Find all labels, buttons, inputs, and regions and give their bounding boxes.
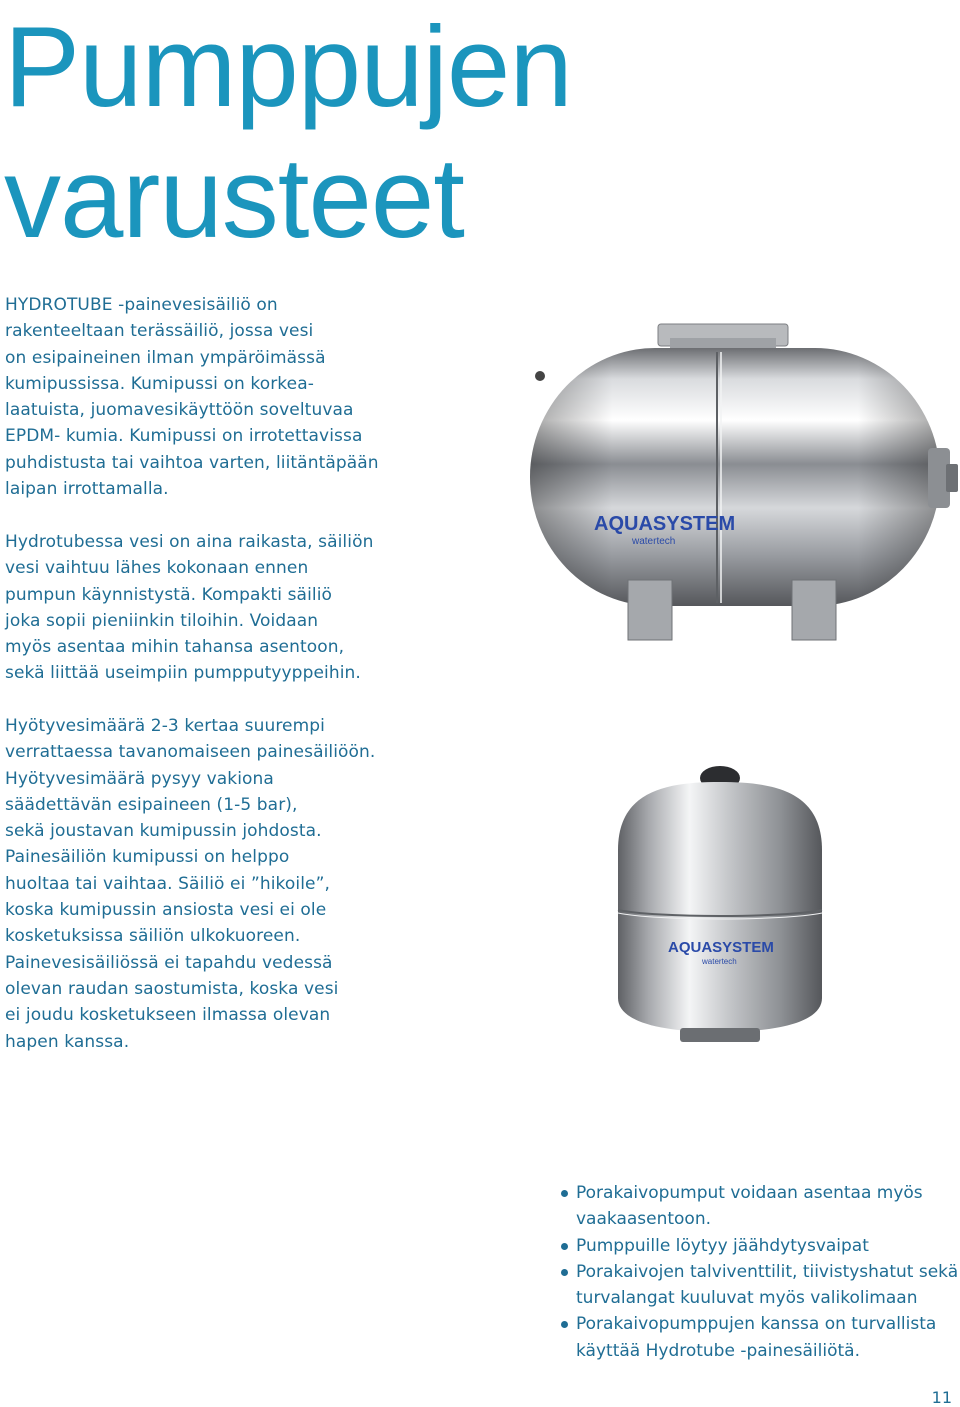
text-line: rakenteeltaan terässäiliö, jossa vesi [5,321,314,342]
text-line: Painesäiliön kumipussi on helppo [5,847,290,868]
logo-subtext: watertech [702,957,737,966]
text-line: pumpun käynnistystä. Kompakti säiliö [5,584,333,605]
text-line: laatuista, juomavesikäyttöön soveltuvaa [5,400,354,421]
title-line-2: varusteet [4,135,464,262]
text-line: Porakaivopumput voidaan asentaa myös [576,1183,923,1203]
text-line: huoltaa tai vaihtaa. Säiliö ei ”hikoile”, [5,873,330,894]
text-line: Porakaivopumppujen kanssa on turvallista [576,1314,937,1335]
text-line: vesi vaihtuu lähes kokonaan ennen [5,558,309,579]
text-line: kosketuksissa säiliön ulkokuoreen. [5,926,301,947]
text-line: käyttää Hydrotube -painesäiliötä. [576,1340,860,1361]
title-line-1: Pumppujen [4,4,572,131]
text-line: Pumppuille löytyy jäähdytysvaipat [576,1235,869,1256]
page-title [4,2,572,264]
text-line: Painevesisäiliössä ei tapahdu vedessä [5,952,333,973]
horizontal-pressure-tank-image [520,318,960,648]
text-line: hapen kanssa. [5,1031,130,1052]
text-line: Hydrotubessa vesi on aina raikasta, säiliön [5,532,374,552]
text-line: sekä joustavan kumipussin johdosta. [5,821,322,842]
logo-subtext: watertech [632,536,676,547]
text-line: on esipaineinen ilman ympäröimässä [5,347,326,368]
text-line: joka sopii pieniinkin tiloihin. Voidaan [5,610,319,631]
text-line: sekä liittää useimpiin pumpputyyppeihin. [5,663,361,684]
accessories-bullet-list [560,1180,958,1364]
vertical-pressure-tank-image [598,760,843,1050]
text-line: turvalangat kuuluvat myös valikolimaan [576,1288,918,1309]
text-line: Hyötyvesimäärä 2-3 kertaa suurempi [5,716,325,736]
logo-text: AQUASYSTEM [594,513,736,535]
list-item [560,1180,958,1233]
text-line: HYDROTUBE -painevesisäiliö on [5,295,278,315]
page-number: 11 [931,1388,952,1407]
text-line: EPDM- kumia. Kumipussi on irrotettavissa [5,426,363,447]
text-line: myös asentaa mihin tahansa asentoon, [5,637,345,658]
list-item [560,1311,958,1364]
paragraph-hydrotube-intro [5,292,379,502]
paragraph-usable-volume [5,713,375,1055]
list-item [560,1259,958,1312]
text-line: verrattaessa tavanomaiseen painesäiliöön. [5,742,376,763]
paragraph-fresh-water [5,529,373,687]
text-line: puhdistusta tai vaihtoa varten, liitäntäpään [5,452,379,473]
text-line: Hyötyvesimäärä pysyy vakiona [5,768,274,789]
logo-text: AQUASYSTEM [668,939,774,956]
text-line: kumipussissa. Kumipussi on korkea- [5,373,314,394]
text-line: vaakaasentoon. [576,1209,712,1230]
text-line: koska kumipussin ansiosta vesi ei ole [5,900,327,921]
text-line: olevan raudan saostumista, koska vesi [5,978,339,999]
text-line: säädettävän esipaineen (1-5 bar), [5,794,298,815]
text-line: Porakaivojen talviventtilit, tiivistyshatut sekä [576,1261,959,1282]
list-item [560,1233,958,1259]
text-line: ei joudu kosketukseen ilmassa olevan [5,1005,331,1026]
text-line: laipan irrottamalla. [5,479,169,500]
